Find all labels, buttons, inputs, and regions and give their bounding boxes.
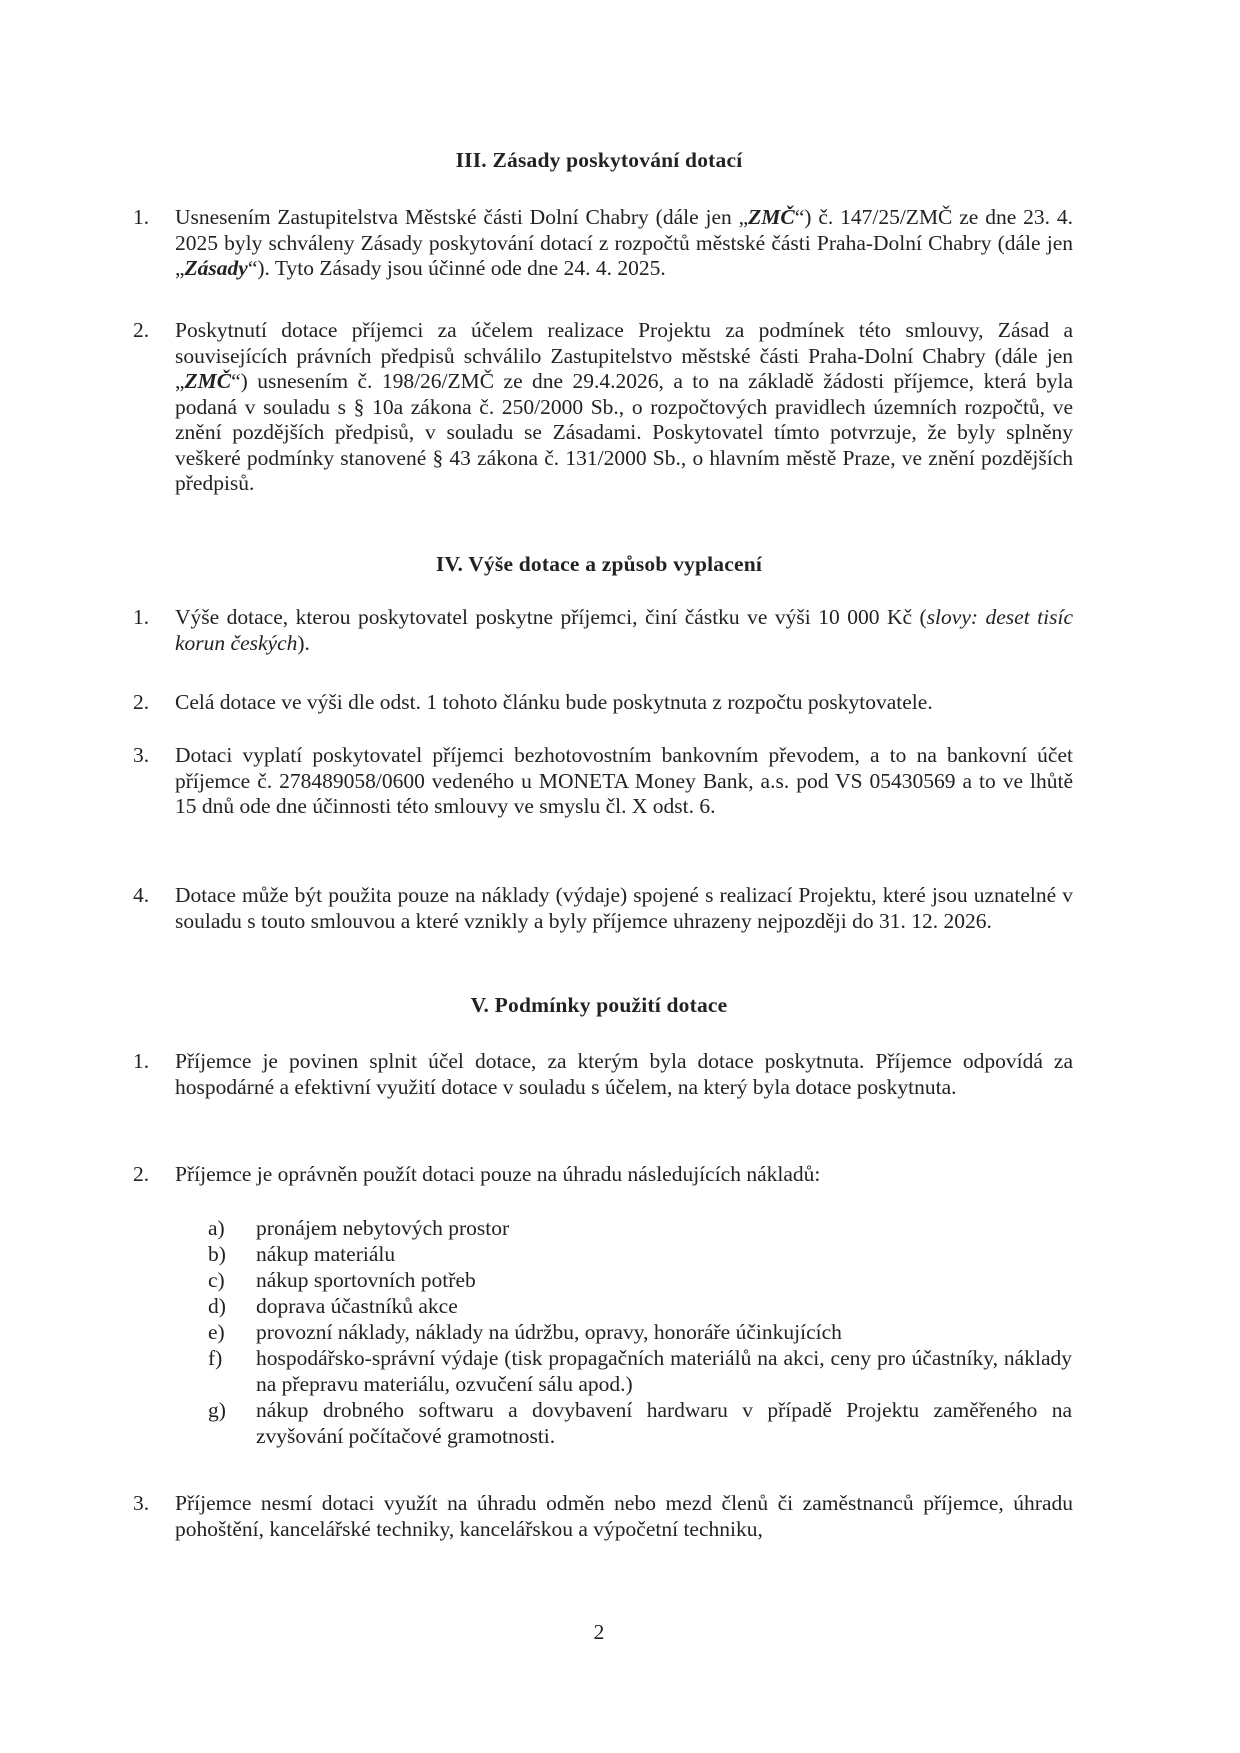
paragraph-text — [175, 205, 1073, 282]
section-heading-iii: III. Zásady poskytování dotací — [455, 148, 743, 172]
paragraph-number: 3. — [133, 1491, 150, 1515]
list-text: hospodářsko-správní výdaje (tisk propagačních materiálů na akci, ceny pro účastníky, náklady na přepravu materiálu, ozvučení sálu apod.) — [256, 1346, 1072, 1396]
text-run: Poskytnutí dotace příjemci za účelem realizace Projektu za podmínek této smlouvy, Zásad a souvisejících právních předpisů schválilo Zastupitelstvo městské části Praha-Dolní Chabry (dále jen „ — [175, 318, 1073, 393]
list-text: doprava účastníků akce — [256, 1294, 458, 1318]
list-letter: e) — [208, 1320, 225, 1344]
list-text: nákup drobného softwaru a dovybavení hardwaru v případě Projektu zaměřeného na zvyšování počítačové gramotnosti. — [256, 1398, 1072, 1448]
paragraph-number: 2. — [133, 318, 150, 342]
list-letter: d) — [208, 1294, 226, 1318]
paragraph-text — [175, 318, 1073, 497]
text-run: “) usnesením č. 198/26/ZMČ ze dne 29.4.2026, a to na základě žádosti příjemce, která byla podaná v souladu s § 10a zákona č. 250/2000 Sb., o rozpočtových pravidlech územních rozpočtů, ve znění pozdějších předpisů, v souladu se Zásadami. Poskytovatel tímto potvrzuje, že byly splněny veškeré podmínky stanovené § 43 zákona č. 131/2000 Sb., o hlavním městě Praze, ve znění pozdějších předpisů. — [175, 369, 1073, 495]
text-run: “). Tyto Zásady jsou účinné ode dne 24. 4. 2025. — [247, 256, 666, 280]
text-run: ). — [297, 630, 310, 655]
defined-term-zmc: ZMČ — [748, 205, 795, 229]
paragraph-text: Celá dotace ve výši dle odst. 1 tohoto článku bude poskytnuta z rozpočtu poskytovatele. — [175, 690, 933, 714]
paragraph-number: 2. — [133, 690, 150, 714]
list-letter: b) — [208, 1242, 226, 1266]
paragraph-text: Příjemce je oprávněn použít dotaci pouze na úhradu následujících nákladů: — [175, 1162, 821, 1186]
list-text: nákup materiálu — [256, 1242, 396, 1266]
defined-term-zmc: ZMČ — [184, 369, 232, 393]
paragraph-number: 4. — [133, 883, 150, 907]
text-run: “) č. 147/25/ZMČ ze dne 23. 4. 2025 byly schváleny Zásady poskytování dotací z rozpočtů městské části Praha-Dolní Chabry (dále jen „ — [175, 205, 1073, 280]
defined-term-zasady: Zásady — [184, 256, 248, 280]
section-heading-v: V. Podmínky použití dotace — [470, 993, 728, 1017]
text-run: Usnesením Zastupitelstva Městské části Dolní Chabry (dále jen „ — [175, 205, 749, 229]
section-heading-iv: IV. Výše dotace a způsob vyplacení — [435, 552, 763, 576]
page-number: 2 — [593, 1620, 605, 1644]
list-text: nákup sportovních potřeb — [256, 1268, 476, 1292]
paragraph-text: Dotace může být použita pouze na náklady (výdaje) spojené s realizací Projektu, které jsou uznatelné v souladu s touto smlouvou a které vznikly a byly příjemce uhrazeny nejpozději do 31. 12. 2026. — [175, 883, 1073, 933]
paragraph-text: Příjemce je povinen splnit účel dotace, za kterým byla dotace poskytnuta. Příjemce odpovídá za hospodárné a efektivní využití dotace v souladu s účelem, na který byla dotace poskytnuta. — [175, 1049, 1073, 1099]
list-letter: c) — [208, 1268, 225, 1292]
paragraph-number: 1. — [133, 1049, 150, 1073]
paragraph-text: Příjemce nesmí dotaci využít na úhradu odměn nebo mezd členů či zaměstnanců příjemce, úhradu pohoštění, kancelářské techniky, kancelářskou a výpočetní techniku, — [175, 1491, 1073, 1541]
paragraph-number: 3. — [133, 743, 150, 767]
list-letter: a) — [208, 1216, 225, 1240]
paragraph-number: 1. — [133, 605, 150, 629]
list-text: provozní náklady, náklady na údržbu, opravy, honoráře účinkujících — [256, 1320, 842, 1344]
paragraph-number: 2. — [133, 1162, 150, 1186]
text-run: Výše dotace, kterou poskytovatel poskytne příjemci, činí částku ve výši 10 000 Kč ( — [175, 605, 927, 629]
list-letter: f) — [208, 1346, 223, 1370]
list-text: pronájem nebytových prostor — [256, 1216, 510, 1240]
amount-in-words: slovy: deset tisíc korun českých — [175, 605, 1073, 655]
paragraph-number: 1. — [133, 205, 150, 229]
paragraph-text: Dotaci vyplatí poskytovatel příjemci bezhotovostním bankovním převodem, a to na bankovní účet příjemce č. 278489058/0600 vedeného u MONETA Money Bank, a.s. pod VS 05430569 a to ve lhůtě 15 dnů ode dne účinnosti této smlouvy ve smyslu čl. X odst. 6. — [175, 743, 1073, 818]
paragraph-text — [175, 605, 1073, 656]
list-letter: g) — [208, 1398, 226, 1422]
